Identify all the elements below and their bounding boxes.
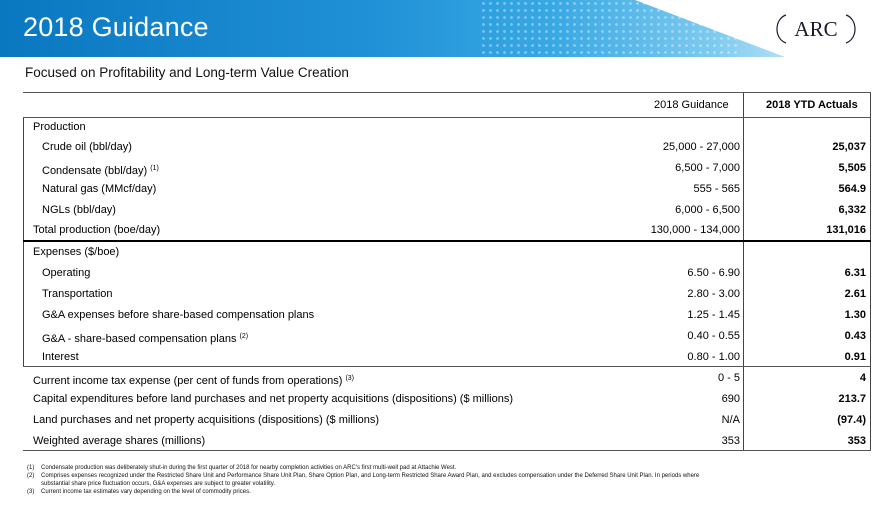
row-actual: 4 (859, 372, 866, 384)
row-guidance: 0.40 - 0.55 (687, 330, 740, 342)
row-actual: 25,037 (832, 141, 866, 153)
row-label: Crude oil (bbl/day) (42, 141, 132, 153)
row-label-group (33, 372, 354, 388)
footnote-number: (2) (27, 473, 35, 479)
column-header-guidance: 2018 Guidance (654, 99, 729, 111)
row-actual: 353 (847, 435, 866, 447)
row-actual: 1.30 (844, 309, 866, 321)
row-label: Condensate (bbl/day) (42, 165, 148, 177)
row-label: Land purchases and net property acquisitions (dispositions) ($ millions) (33, 414, 380, 426)
row-label-group (42, 330, 248, 346)
row-label: NGLs (bbl/day) (42, 204, 116, 216)
row-guidance: 25,000 - 27,000 (662, 141, 740, 153)
row-actual: 564.9 (838, 183, 866, 195)
section-header-expenses: Expenses ($/boe) (33, 246, 120, 258)
column-divider-guidance (743, 93, 744, 450)
row-guidance: 0 - 5 (717, 372, 740, 384)
row-guidance: N/A (721, 414, 740, 426)
footnote-text: Comprises expenses recognized under the Restricted Share Unit and Performance Share Unit Plan, Share Option Plan, and Long-term Restricted Share Award Plan, and excludes compensation under the Deferred Share Unit Plan. In periods where (41, 473, 700, 479)
row-guidance: 2.80 - 3.00 (687, 288, 740, 300)
row-guidance: 6,500 - 7,000 (675, 162, 740, 174)
row-guidance: 6,000 - 6,500 (675, 204, 740, 216)
footnote (27, 465, 456, 472)
row-guidance: 0.80 - 1.00 (687, 351, 740, 363)
row-label: Total production (boe/day) (33, 224, 161, 236)
footnote (27, 489, 251, 496)
row-guidance: 555 - 565 (693, 183, 740, 195)
row-label-group (42, 162, 159, 178)
row-actual: 2.61 (844, 288, 866, 300)
row-actual: 6,332 (838, 204, 866, 216)
column-header-actuals: 2018 YTD Actuals (766, 99, 858, 111)
row-actual: 0.91 (844, 351, 866, 363)
total-production-divider (23, 240, 871, 242)
row-guidance: 690 (721, 393, 740, 405)
footnote-number: (1) (27, 465, 35, 471)
row-label: Operating (42, 267, 91, 279)
footnote-ref: (2) (239, 333, 249, 340)
footnote (27, 473, 699, 480)
footnote-number: (3) (27, 489, 35, 495)
row-label: Natural gas (MMcf/day) (42, 183, 157, 195)
row-label: Transportation (42, 288, 113, 300)
expenses-divider (23, 366, 871, 367)
footnote-text: substantial share price fluctuation occurs, G&A expenses are subject to greater volatility. (41, 481, 276, 487)
row-actual: 0.43 (844, 330, 866, 342)
banner-wedge (635, 0, 785, 57)
row-label: Weighted average shares (millions) (33, 435, 206, 447)
table-bottom-border (23, 450, 871, 451)
row-label: Interest (42, 351, 79, 363)
logo-text: ARC (794, 17, 838, 41)
footnote (27, 481, 275, 488)
row-label: G&A expenses before share-based compensation plans (42, 309, 315, 321)
row-label: G&A - share-based compensation plans (42, 333, 237, 345)
row-label: Capital expenditures before land purchases and net property acquisitions (dispositions) ($ millions) (33, 393, 513, 405)
row-guidance: 1.25 - 1.45 (687, 309, 740, 321)
section-header-production: Production (33, 121, 86, 133)
page-subtitle: Focused on Profitability and Long-term Value Creation (25, 65, 349, 80)
arc-logo (772, 13, 860, 45)
row-guidance: 6.50 - 6.90 (687, 267, 740, 279)
row-label: Current income tax expense (per cent of funds from operations) (33, 375, 343, 387)
guidance-table (23, 92, 871, 451)
footnote-text: Current income tax estimates vary depending on the level of commodity prices. (41, 489, 251, 495)
row-guidance: 353 (721, 435, 740, 447)
row-actual: 5,505 (838, 162, 866, 174)
footnote-ref: (3) (345, 375, 354, 382)
footnote-text: Condensate production was deliberately shut-in during the first quarter of 2018 for nearby completion activities on ARC's first multi-well pad at Attachie West. (41, 465, 457, 471)
row-actual: 213.7 (838, 393, 866, 405)
row-actual: (97.4) (837, 414, 866, 426)
section-border-production (23, 117, 24, 241)
row-actual: 6.31 (844, 267, 866, 279)
footnote-ref: (1) (150, 165, 159, 172)
page-title: 2018 Guidance (23, 12, 209, 42)
row-guidance: 130,000 - 134,000 (650, 224, 740, 236)
header-row-divider (23, 117, 871, 118)
title-banner (0, 0, 895, 57)
section-border-expenses (23, 242, 24, 366)
row-actual: 131,016 (826, 224, 866, 236)
column-divider-right (870, 93, 871, 450)
